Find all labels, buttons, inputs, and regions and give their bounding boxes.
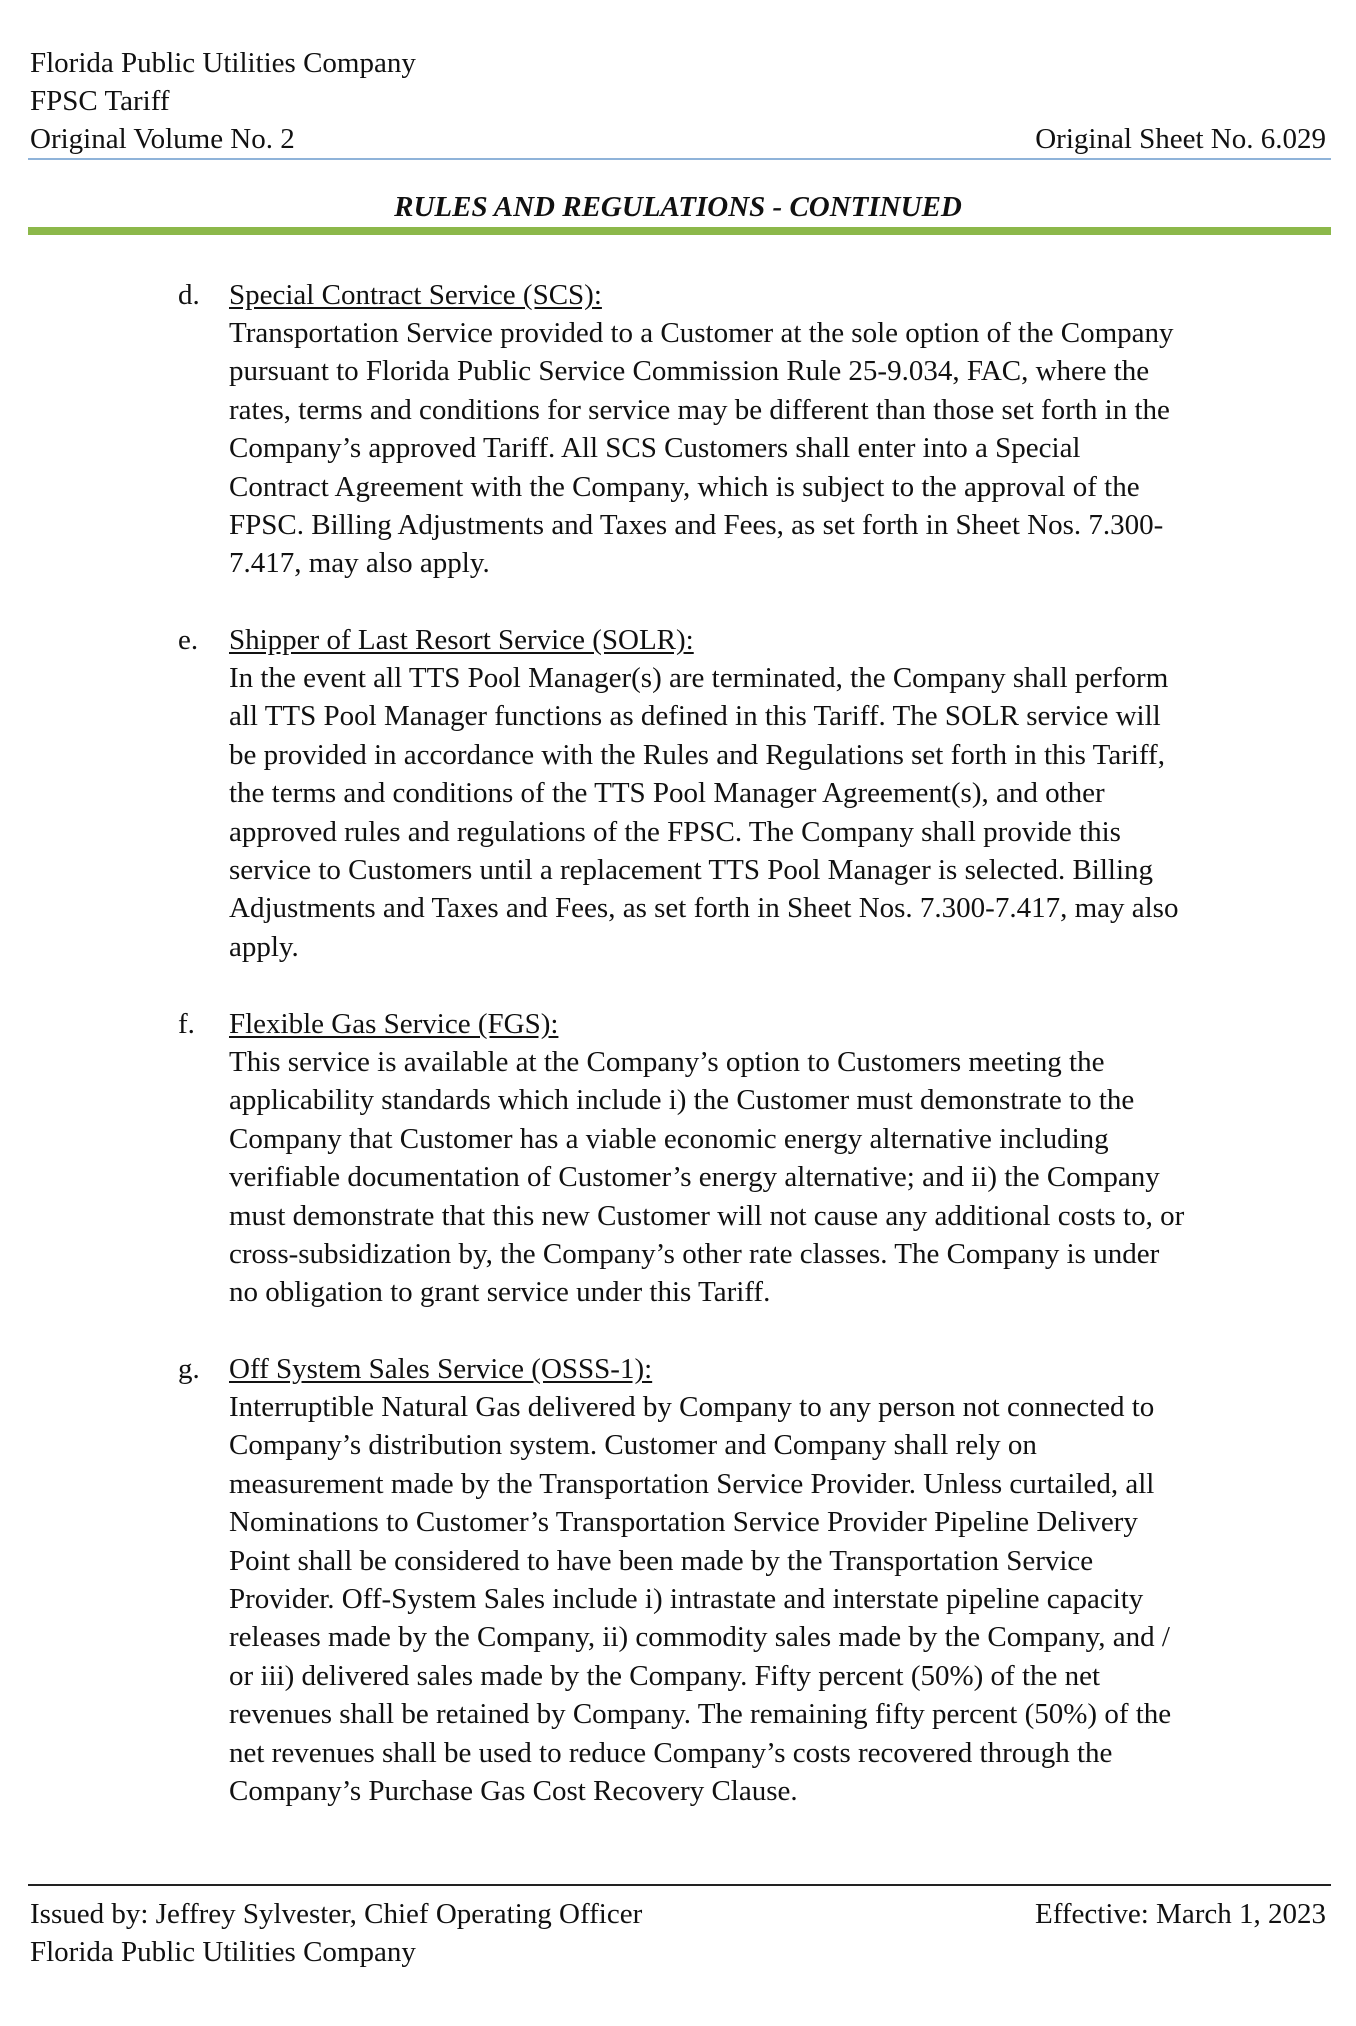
body-line: In the event all TTS Pool Manager(s) are terminated, the Company shall perform (229, 662, 1169, 694)
body-line: Transportation Service provided to a Customer at the sole option of the Company (229, 317, 1174, 349)
body-line: apply. (229, 930, 299, 963)
footer-effective-date: Effective: March 1, 2023 (1035, 1898, 1326, 1930)
item-body (229, 1388, 1334, 1810)
section-divider (28, 227, 1331, 235)
body-line: FPSC. Billing Adjustments and Taxes and Fees, as set forth in Sheet Nos. 7.300- (229, 509, 1164, 542)
section-title: RULES AND REGULATIONS - CONTINUED (394, 191, 962, 223)
body-line: pursuant to Florida Public Service Commission Rule 25-9.034, FAC, where the (229, 355, 1150, 388)
body-line: Company’s Purchase Gas Cost Recovery Clause. (229, 1775, 798, 1808)
footer-divider (28, 1884, 1331, 1886)
header-company: Florida Public Utilities Company (30, 47, 416, 79)
body-line: revenues shall be retained by Company. The remaining fifty percent (50%) of the (229, 1698, 1172, 1731)
body-line: applicability standards which include i) the Customer must demonstrate to the (229, 1084, 1135, 1117)
item-letter: f. (178, 1008, 195, 1040)
body-line: releases made by the Company, ii) commodity sales made by the Company, and / (229, 1621, 1170, 1654)
body-line: must demonstrate that this new Customer will not cause any additional costs to, or (229, 1199, 1185, 1232)
item-letter: d. (178, 279, 200, 311)
footer-company: Florida Public Utilities Company (30, 1936, 416, 1968)
body-line: no obligation to grant service under this Tariff. (229, 1276, 771, 1309)
body-line: rates, terms and conditions for service may be different than those set forth in the (229, 393, 1170, 426)
header-volume: Original Volume No. 2 (30, 123, 295, 155)
body-line: Point shall be considered to have been made by the Transportation Service (229, 1544, 1094, 1577)
body-line: Interruptible Natural Gas delivered by Company to any person not connected to (229, 1391, 1155, 1423)
item-heading: Shipper of Last Resort Service (SOLR): (229, 624, 694, 656)
body-line: Adjustments and Taxes and Fees, as set forth in Sheet Nos. 7.300-7.417, may also (229, 892, 1179, 925)
body-line: This service is available at the Company’s option to Customers meeting the (229, 1046, 1105, 1078)
body-line: be provided in accordance with the Rules and Regulations set forth in this Tariff, (229, 738, 1165, 771)
body-line: cross-subsidization by, the Company’s other rate classes. The Company is under (229, 1238, 1160, 1271)
body-line: Nominations to Customer’s Transportation Service Provider Pipeline Delivery (229, 1506, 1138, 1539)
body-line: Provider. Off-System Sales include i) intrastate and interstate pipeline capacity (229, 1583, 1144, 1616)
item-body (229, 1043, 1334, 1312)
body-line: or iii) delivered sales made by the Company. Fifty percent (50%) of the net (229, 1659, 1101, 1692)
body-line: all TTS Pool Manager functions as defined in this Tariff. The SOLR service will (229, 700, 1161, 733)
item-heading: Off System Sales Service (OSSS-1): (229, 1353, 653, 1385)
header-divider (28, 158, 1331, 160)
header-sheet-number: Original Sheet No. 6.029 (1035, 123, 1326, 155)
item-letter: e. (178, 624, 199, 656)
body-line: 7.417, may also apply. (229, 547, 490, 580)
header-tariff: FPSC Tariff (30, 85, 170, 117)
body-line: net revenues shall be used to reduce Company’s costs recovered through the (229, 1736, 1113, 1769)
footer-issued-by: Issued by: Jeffrey Sylvester, Chief Operating Officer (30, 1898, 643, 1930)
item-body (229, 659, 1334, 966)
body-line: approved rules and regulations of the FPSC. The Company shall provide this (229, 815, 1121, 848)
body-line: Contract Agreement with the Company, which is subject to the approval of the (229, 470, 1140, 503)
item-heading: Special Contract Service (SCS): (229, 279, 602, 311)
item-body (229, 314, 1334, 583)
item-letter: g. (178, 1353, 200, 1385)
body-line: Company’s distribution system. Customer and Company shall rely on (229, 1429, 1037, 1462)
body-line: the terms and conditions of the TTS Pool Manager Agreement(s), and other (229, 777, 1105, 810)
body-line: Company’s approved Tariff. All SCS Customers shall enter into a Special (229, 432, 1081, 465)
body-line: verifiable documentation of Customer’s energy alternative; and ii) the Company (229, 1161, 1160, 1194)
item-heading: Flexible Gas Service (FGS): (229, 1008, 559, 1040)
body-line: measurement made by the Transportation Service Provider. Unless curtailed, all (229, 1467, 1155, 1500)
body-line: service to Customers until a replacement TTS Pool Manager is selected. Billing (229, 854, 1154, 887)
body-line: Company that Customer has a viable economic energy alternative including (229, 1122, 1109, 1155)
